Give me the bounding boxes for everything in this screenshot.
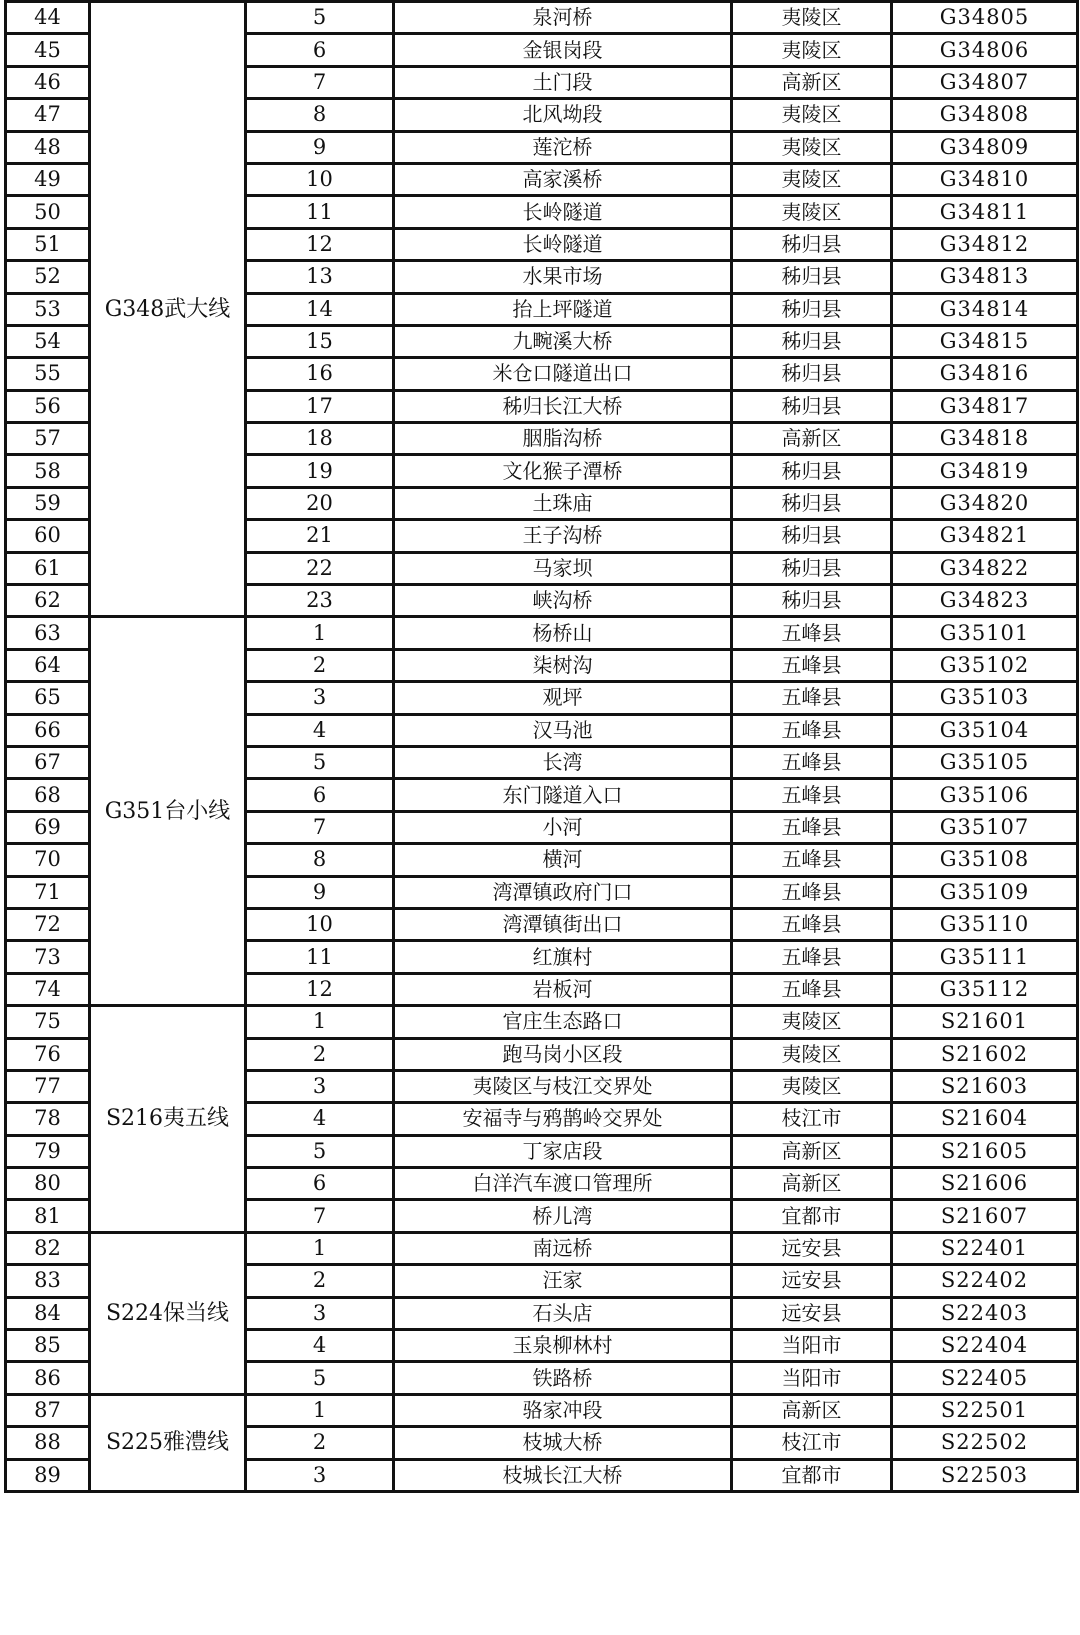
checkpoint-table-sheet — [4, 0, 1076, 1635]
row-number-cell: 53 — [6, 293, 90, 325]
checkpoint-code-cell: G34814 — [892, 293, 1078, 325]
location-name-cell: 南远桥 — [394, 1232, 732, 1264]
location-name-cell: 东门隧道入口 — [394, 779, 732, 811]
district-cell: 秭归县 — [732, 390, 892, 422]
table-row — [6, 1006, 1078, 1038]
location-name-cell: 红旗村 — [394, 941, 732, 973]
district-cell: 高新区 — [732, 423, 892, 455]
sequence-cell: 18 — [246, 423, 394, 455]
location-name-cell: 金银岗段 — [394, 34, 732, 66]
location-name-cell: 白洋汽车渡口管理所 — [394, 1168, 732, 1200]
row-number-cell: 70 — [6, 844, 90, 876]
sequence-cell: 15 — [246, 325, 394, 357]
row-number-cell: 79 — [6, 1135, 90, 1167]
sequence-cell: 8 — [246, 99, 394, 131]
district-cell: 秭归县 — [732, 325, 892, 357]
row-number-cell: 80 — [6, 1168, 90, 1200]
row-number-cell: 89 — [6, 1459, 90, 1491]
row-number-cell: 44 — [6, 2, 90, 34]
sequence-cell: 9 — [246, 876, 394, 908]
location-name-cell: 米仓口隧道出口 — [394, 358, 732, 390]
row-number-cell: 51 — [6, 228, 90, 260]
district-cell: 远安县 — [732, 1232, 892, 1264]
row-number-cell: 61 — [6, 552, 90, 584]
row-number-cell: 46 — [6, 66, 90, 98]
sequence-cell: 4 — [246, 1330, 394, 1362]
row-number-cell: 83 — [6, 1265, 90, 1297]
district-cell: 秭归县 — [732, 228, 892, 260]
row-number-cell: 57 — [6, 423, 90, 455]
district-cell: 宜都市 — [732, 1459, 892, 1491]
sequence-cell: 16 — [246, 358, 394, 390]
row-number-cell: 56 — [6, 390, 90, 422]
location-name-cell: 长岭隧道 — [394, 228, 732, 260]
checkpoint-code-cell: G34820 — [892, 487, 1078, 519]
sequence-cell: 12 — [246, 228, 394, 260]
checkpoint-code-cell: G34808 — [892, 99, 1078, 131]
district-cell: 当阳市 — [732, 1362, 892, 1394]
district-cell: 五峰县 — [732, 941, 892, 973]
row-number-cell: 73 — [6, 941, 90, 973]
row-number-cell: 69 — [6, 811, 90, 843]
district-cell: 五峰县 — [732, 779, 892, 811]
district-cell: 秭归县 — [732, 552, 892, 584]
location-name-cell: 马家坝 — [394, 552, 732, 584]
location-name-cell: 杨桥山 — [394, 617, 732, 649]
location-name-cell: 岩板河 — [394, 973, 732, 1005]
checkpoint-code-cell: G34823 — [892, 585, 1078, 617]
sequence-cell: 9 — [246, 131, 394, 163]
district-cell: 五峰县 — [732, 746, 892, 778]
checkpoint-code-cell: G35110 — [892, 908, 1078, 940]
checkpoint-code-cell: G34805 — [892, 2, 1078, 34]
location-name-cell: 石头店 — [394, 1297, 732, 1329]
sequence-cell: 5 — [246, 1362, 394, 1394]
location-name-cell: 湾潭镇街出口 — [394, 908, 732, 940]
district-cell: 高新区 — [732, 66, 892, 98]
checkpoint-code-cell: G35102 — [892, 649, 1078, 681]
row-number-cell: 45 — [6, 34, 90, 66]
route-name-cell: G348武大线 — [90, 2, 246, 617]
checkpoint-code-cell: G35112 — [892, 973, 1078, 1005]
checkpoint-code-cell: S22502 — [892, 1427, 1078, 1459]
location-name-cell: 玉泉柳林村 — [394, 1330, 732, 1362]
checkpoint-code-cell: G34809 — [892, 131, 1078, 163]
route-name-cell: G351台小线 — [90, 617, 246, 1006]
row-number-cell: 86 — [6, 1362, 90, 1394]
location-name-cell: 文化猴子潭桥 — [394, 455, 732, 487]
checkpoint-code-cell: G34815 — [892, 325, 1078, 357]
sequence-cell: 2 — [246, 1265, 394, 1297]
location-name-cell: 水果市场 — [394, 261, 732, 293]
row-number-cell: 60 — [6, 520, 90, 552]
row-number-cell: 49 — [6, 163, 90, 195]
sequence-cell: 1 — [246, 1394, 394, 1426]
checkpoint-code-cell: G34806 — [892, 34, 1078, 66]
row-number-cell: 84 — [6, 1297, 90, 1329]
checkpoint-code-cell: G34819 — [892, 455, 1078, 487]
location-name-cell: 秭归长江大桥 — [394, 390, 732, 422]
row-number-cell: 71 — [6, 876, 90, 908]
row-number-cell: 88 — [6, 1427, 90, 1459]
checkpoint-code-cell: G35105 — [892, 746, 1078, 778]
sequence-cell: 11 — [246, 196, 394, 228]
table-row — [6, 1232, 1078, 1264]
checkpoint-code-cell: G34818 — [892, 423, 1078, 455]
sequence-cell: 2 — [246, 1038, 394, 1070]
row-number-cell: 85 — [6, 1330, 90, 1362]
district-cell: 五峰县 — [732, 908, 892, 940]
location-name-cell: 九畹溪大桥 — [394, 325, 732, 357]
district-cell: 五峰县 — [732, 714, 892, 746]
location-name-cell: 桥儿湾 — [394, 1200, 732, 1232]
sequence-cell: 2 — [246, 649, 394, 681]
location-name-cell: 抬上坪隧道 — [394, 293, 732, 325]
sequence-cell: 6 — [246, 34, 394, 66]
district-cell: 当阳市 — [732, 1330, 892, 1362]
location-name-cell: 汪家 — [394, 1265, 732, 1297]
sequence-cell: 3 — [246, 1070, 394, 1102]
location-name-cell: 胭脂沟桥 — [394, 423, 732, 455]
row-number-cell: 48 — [6, 131, 90, 163]
checkpoint-code-cell: G34816 — [892, 358, 1078, 390]
district-cell: 夷陵区 — [732, 99, 892, 131]
district-cell: 夷陵区 — [732, 163, 892, 195]
district-cell: 五峰县 — [732, 682, 892, 714]
checkpoint-table — [4, 0, 1079, 1493]
row-number-cell: 67 — [6, 746, 90, 778]
sequence-cell: 3 — [246, 1297, 394, 1329]
checkpoint-code-cell: S21607 — [892, 1200, 1078, 1232]
location-name-cell: 王子沟桥 — [394, 520, 732, 552]
checkpoint-code-cell: S21604 — [892, 1103, 1078, 1135]
location-name-cell: 枝城长江大桥 — [394, 1459, 732, 1491]
location-name-cell: 土门段 — [394, 66, 732, 98]
location-name-cell: 峡沟桥 — [394, 585, 732, 617]
row-number-cell: 77 — [6, 1070, 90, 1102]
sequence-cell: 8 — [246, 844, 394, 876]
location-name-cell: 泉河桥 — [394, 2, 732, 34]
row-number-cell: 52 — [6, 261, 90, 293]
district-cell: 五峰县 — [732, 811, 892, 843]
checkpoint-code-cell: G34817 — [892, 390, 1078, 422]
checkpoint-code-cell: S21605 — [892, 1135, 1078, 1167]
checkpoint-code-cell: G34821 — [892, 520, 1078, 552]
row-number-cell: 82 — [6, 1232, 90, 1264]
row-number-cell: 58 — [6, 455, 90, 487]
sequence-cell: 3 — [246, 1459, 394, 1491]
checkpoint-code-cell: S22503 — [892, 1459, 1078, 1491]
row-number-cell: 72 — [6, 908, 90, 940]
checkpoint-code-cell: S21606 — [892, 1168, 1078, 1200]
route-name-cell: S216夷五线 — [90, 1006, 246, 1233]
sequence-cell: 17 — [246, 390, 394, 422]
district-cell: 秭归县 — [732, 455, 892, 487]
checkpoint-code-cell: G34812 — [892, 228, 1078, 260]
sequence-cell: 5 — [246, 746, 394, 778]
location-name-cell: 长岭隧道 — [394, 196, 732, 228]
checkpoint-code-cell: S22404 — [892, 1330, 1078, 1362]
checkpoint-code-cell: G35111 — [892, 941, 1078, 973]
row-number-cell: 63 — [6, 617, 90, 649]
row-number-cell: 81 — [6, 1200, 90, 1232]
sequence-cell: 19 — [246, 455, 394, 487]
sequence-cell: 5 — [246, 1135, 394, 1167]
sequence-cell: 3 — [246, 682, 394, 714]
sequence-cell: 4 — [246, 714, 394, 746]
checkpoint-code-cell: G35104 — [892, 714, 1078, 746]
route-name-cell: S224保当线 — [90, 1232, 246, 1394]
location-name-cell: 铁路桥 — [394, 1362, 732, 1394]
checkpoint-code-cell: G35101 — [892, 617, 1078, 649]
location-name-cell: 高家溪桥 — [394, 163, 732, 195]
district-cell: 秭归县 — [732, 585, 892, 617]
sequence-cell: 1 — [246, 1232, 394, 1264]
location-name-cell: 长湾 — [394, 746, 732, 778]
location-name-cell: 横河 — [394, 844, 732, 876]
district-cell: 夷陵区 — [732, 1070, 892, 1102]
location-name-cell: 湾潭镇政府门口 — [394, 876, 732, 908]
row-number-cell: 55 — [6, 358, 90, 390]
checkpoint-code-cell: G35109 — [892, 876, 1078, 908]
table-row — [6, 617, 1078, 649]
checkpoint-code-cell: G34807 — [892, 66, 1078, 98]
row-number-cell: 47 — [6, 99, 90, 131]
sequence-cell: 10 — [246, 163, 394, 195]
row-number-cell: 59 — [6, 487, 90, 519]
checkpoint-code-cell: S22402 — [892, 1265, 1078, 1297]
checkpoint-code-cell: G34811 — [892, 196, 1078, 228]
checkpoint-code-cell: G35106 — [892, 779, 1078, 811]
location-name-cell: 官庄生态路口 — [394, 1006, 732, 1038]
sequence-cell: 13 — [246, 261, 394, 293]
sequence-cell: 14 — [246, 293, 394, 325]
sequence-cell: 6 — [246, 1168, 394, 1200]
checkpoint-code-cell: G34810 — [892, 163, 1078, 195]
row-number-cell: 75 — [6, 1006, 90, 1038]
sequence-cell: 1 — [246, 1006, 394, 1038]
district-cell: 秭归县 — [732, 293, 892, 325]
location-name-cell: 观坪 — [394, 682, 732, 714]
sequence-cell: 7 — [246, 811, 394, 843]
row-number-cell: 78 — [6, 1103, 90, 1135]
sequence-cell: 1 — [246, 617, 394, 649]
district-cell: 夷陵区 — [732, 1006, 892, 1038]
district-cell: 五峰县 — [732, 876, 892, 908]
checkpoint-code-cell: G35107 — [892, 811, 1078, 843]
checkpoint-code-cell: G35108 — [892, 844, 1078, 876]
district-cell: 高新区 — [732, 1168, 892, 1200]
sequence-cell: 22 — [246, 552, 394, 584]
district-cell: 夷陵区 — [732, 196, 892, 228]
location-name-cell: 安福寺与鸦鹊岭交界处 — [394, 1103, 732, 1135]
row-number-cell: 87 — [6, 1394, 90, 1426]
checkpoint-code-cell: S21602 — [892, 1038, 1078, 1070]
location-name-cell: 丁家店段 — [394, 1135, 732, 1167]
sequence-cell: 10 — [246, 908, 394, 940]
row-number-cell: 65 — [6, 682, 90, 714]
checkpoint-code-cell: S21601 — [892, 1006, 1078, 1038]
district-cell: 高新区 — [732, 1394, 892, 1426]
sequence-cell: 7 — [246, 66, 394, 98]
district-cell: 远安县 — [732, 1297, 892, 1329]
checkpoint-code-cell: S21603 — [892, 1070, 1078, 1102]
sequence-cell: 12 — [246, 973, 394, 1005]
checkpoint-code-cell: S22401 — [892, 1232, 1078, 1264]
district-cell: 秭归县 — [732, 358, 892, 390]
district-cell: 枝江市 — [732, 1103, 892, 1135]
sequence-cell: 2 — [246, 1427, 394, 1459]
checkpoint-code-cell: S22403 — [892, 1297, 1078, 1329]
district-cell: 秭归县 — [732, 487, 892, 519]
location-name-cell: 土珠庙 — [394, 487, 732, 519]
route-name-cell: S225雅澧线 — [90, 1394, 246, 1491]
location-name-cell: 莲沱桥 — [394, 131, 732, 163]
location-name-cell: 夷陵区与枝江交界处 — [394, 1070, 732, 1102]
district-cell: 五峰县 — [732, 617, 892, 649]
sequence-cell: 21 — [246, 520, 394, 552]
sequence-cell: 6 — [246, 779, 394, 811]
district-cell: 枝江市 — [732, 1427, 892, 1459]
row-number-cell: 74 — [6, 973, 90, 1005]
checkpoint-code-cell: S22405 — [892, 1362, 1078, 1394]
row-number-cell: 76 — [6, 1038, 90, 1070]
district-cell: 远安县 — [732, 1265, 892, 1297]
row-number-cell: 68 — [6, 779, 90, 811]
location-name-cell: 汉马池 — [394, 714, 732, 746]
row-number-cell: 50 — [6, 196, 90, 228]
location-name-cell: 小河 — [394, 811, 732, 843]
district-cell: 夷陵区 — [732, 1038, 892, 1070]
checkpoint-code-cell: G34813 — [892, 261, 1078, 293]
row-number-cell: 62 — [6, 585, 90, 617]
table-row — [6, 2, 1078, 34]
location-name-cell: 柒树沟 — [394, 649, 732, 681]
location-name-cell: 跑马岗小区段 — [394, 1038, 732, 1070]
checkpoint-code-cell: G34822 — [892, 552, 1078, 584]
sequence-cell: 4 — [246, 1103, 394, 1135]
checkpoint-code-cell: S22501 — [892, 1394, 1078, 1426]
sequence-cell: 11 — [246, 941, 394, 973]
sequence-cell: 5 — [246, 2, 394, 34]
sequence-cell: 20 — [246, 487, 394, 519]
district-cell: 五峰县 — [732, 844, 892, 876]
district-cell: 夷陵区 — [732, 2, 892, 34]
district-cell: 秭归县 — [732, 520, 892, 552]
district-cell: 五峰县 — [732, 973, 892, 1005]
district-cell: 夷陵区 — [732, 131, 892, 163]
location-name-cell: 北风坳段 — [394, 99, 732, 131]
district-cell: 秭归县 — [732, 261, 892, 293]
sequence-cell: 23 — [246, 585, 394, 617]
table-row — [6, 1394, 1078, 1426]
row-number-cell: 54 — [6, 325, 90, 357]
district-cell: 宜都市 — [732, 1200, 892, 1232]
location-name-cell: 枝城大桥 — [394, 1427, 732, 1459]
district-cell: 夷陵区 — [732, 34, 892, 66]
location-name-cell: 骆家冲段 — [394, 1394, 732, 1426]
row-number-cell: 64 — [6, 649, 90, 681]
table-body — [6, 2, 1078, 1492]
district-cell: 高新区 — [732, 1135, 892, 1167]
district-cell: 五峰县 — [732, 649, 892, 681]
checkpoint-code-cell: G35103 — [892, 682, 1078, 714]
row-number-cell: 66 — [6, 714, 90, 746]
sequence-cell: 7 — [246, 1200, 394, 1232]
